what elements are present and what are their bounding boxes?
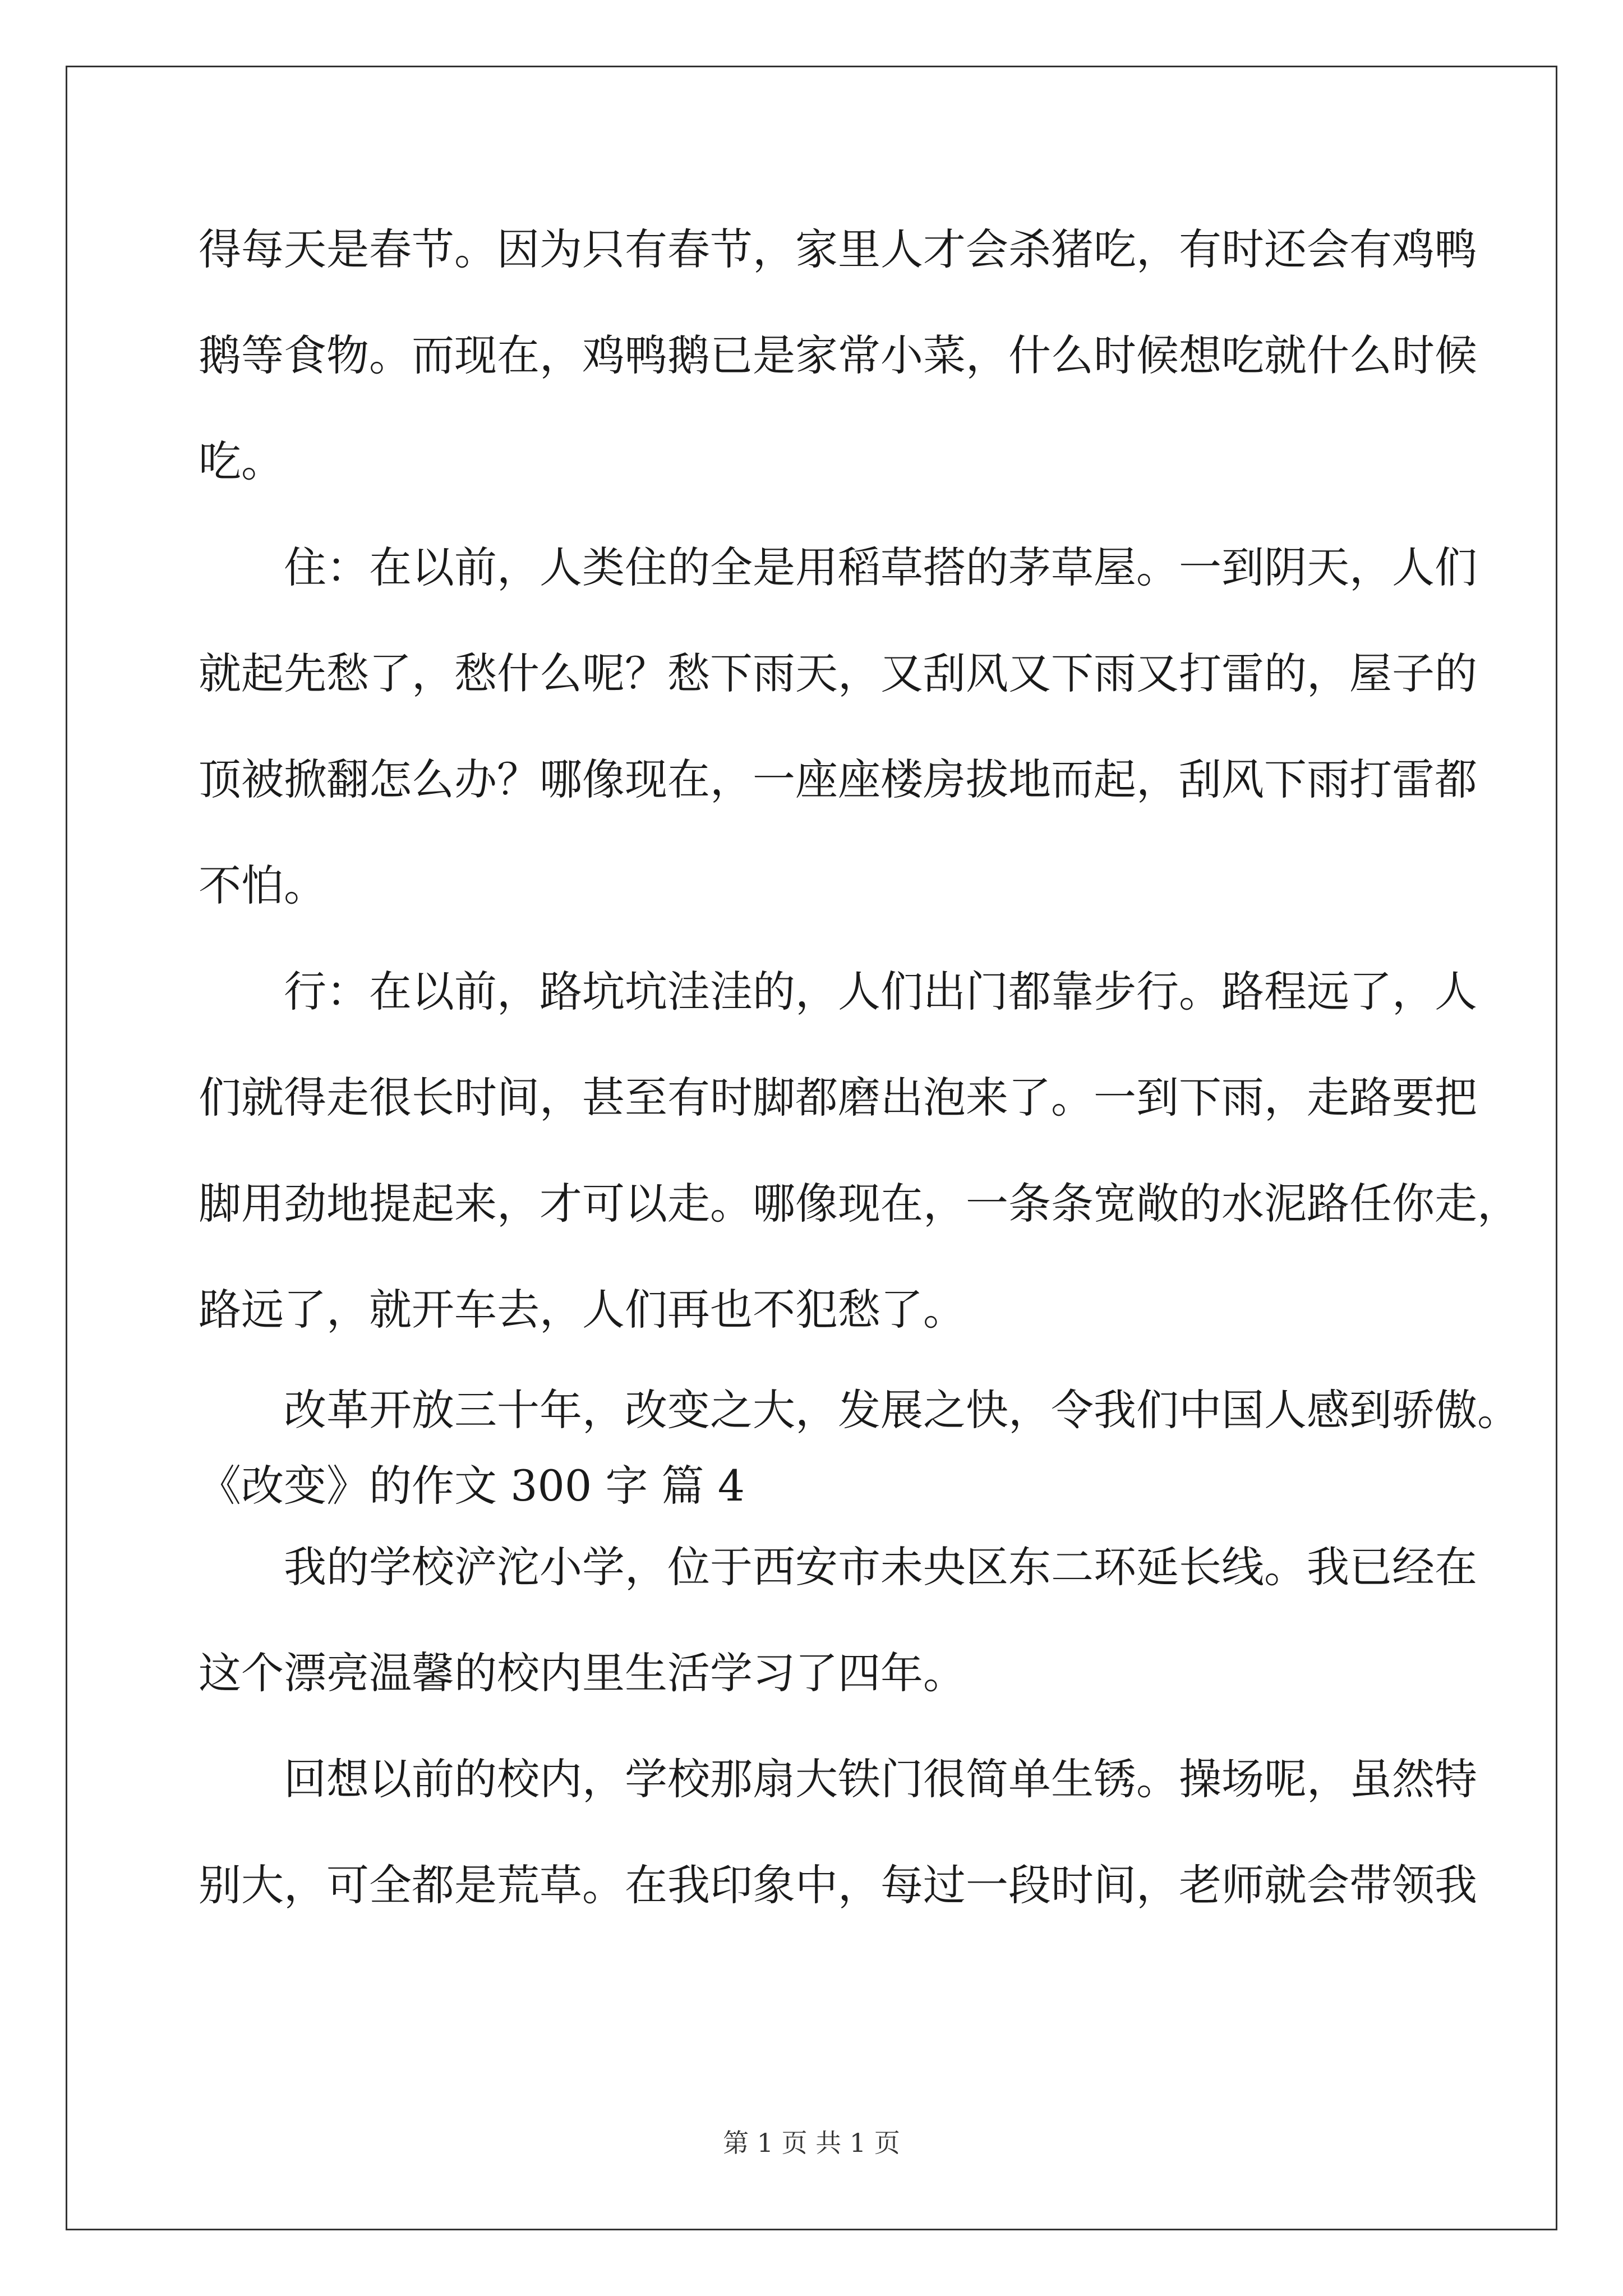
text-line: 不怕。 xyxy=(199,861,326,910)
text-line: 鹅等食物。而现在，鸡鸭鹅已是家常小菜，什么时候想吃就什么时候 xyxy=(199,330,1477,380)
text-line: 路远了，就开车去，人们再也不犯愁了。 xyxy=(199,1285,966,1335)
text-line: 脚用劲地提起来，才可以走。哪像现在，一条条宽敞的水泥路任你走， xyxy=(199,1179,1520,1228)
text-line: 顶被掀翻怎么办？哪像现在，一座座楼房拔地而起，刮风下雨打雷都 xyxy=(199,754,1477,804)
text-line: 行：在以前，路坑坑洼洼的，人们出门都靠步行。路程远了，人 xyxy=(284,967,1477,1016)
page-number-footer: 第 1 页 共 1 页 xyxy=(723,2128,900,2158)
section-heading: 《改变》的作文 300 字 篇 4 xyxy=(199,1461,745,1511)
text-line: 改革开放三十年，改变之大，发展之快，令我们中国人感到骄傲。 xyxy=(284,1385,1520,1435)
text-line: 别大，可全都是荒草。在我印象中，每过一段时间，老师就会带领我 xyxy=(199,1860,1477,1910)
text-line: 就起先愁了，愁什么呢？愁下雨天，又刮风又下雨又打雷的，屋子的 xyxy=(199,648,1477,698)
text-line: 得每天是春节。因为只有春节，家里人才会杀猪吃，有时还会有鸡鸭 xyxy=(199,224,1477,274)
text-line: 我的学校浐沱小学，位于西安市未央区东二环延长线。我已经在 xyxy=(284,1542,1477,1592)
text-line: 们就得走很长时间，甚至有时脚都磨出泡来了。一到下雨，走路要把 xyxy=(199,1073,1477,1122)
text-line: 这个漂亮温馨的校内里生活学习了四年。 xyxy=(199,1648,966,1698)
text-line: 回想以前的校内，学校那扇大铁门很简单生锈。操场呢，虽然特 xyxy=(284,1754,1477,1804)
text-line: 吃。 xyxy=(199,436,284,486)
document-body xyxy=(199,213,1520,1955)
text-line: 住：在以前，人类住的全是用稻草搭的茅草屋。一到阴天，人们 xyxy=(284,542,1477,592)
